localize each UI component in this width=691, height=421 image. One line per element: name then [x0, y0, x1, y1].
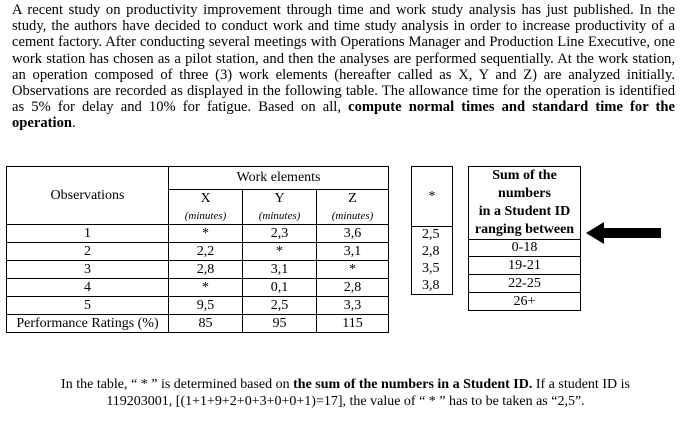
table-row	[7, 279, 389, 297]
rating-z: 115	[317, 315, 389, 333]
z-cell: *	[317, 261, 389, 279]
range-value: 22-25	[469, 275, 581, 293]
star-header: *	[412, 167, 453, 227]
x-cell: *	[169, 225, 243, 243]
left-arrow-icon	[586, 222, 662, 244]
obs-cell: 4	[7, 279, 169, 297]
star-value: 3,5	[412, 260, 453, 277]
y-cell: 2,5	[243, 297, 317, 315]
observations-header: Observations	[7, 167, 169, 225]
range-value: 0-18	[469, 240, 581, 257]
y-cell: 0,1	[243, 279, 317, 297]
ranges-header-line: Sum of the numbers	[492, 168, 557, 201]
table-row	[7, 261, 389, 279]
y-cell: 2,3	[243, 225, 317, 243]
x-cell: 2,8	[169, 261, 243, 279]
star-values-table	[411, 166, 453, 295]
ratings-row	[7, 315, 389, 333]
table-row	[7, 225, 389, 243]
star-value: 2,8	[412, 243, 453, 260]
star-value: 3,8	[412, 277, 453, 295]
z-cell: 3,6	[317, 225, 389, 243]
intro-text: A recent study on productivity improvement through time and work study analysis has just published. In the study, the authors have decided to conduct work and time study analysis in order to increase productivity of a cement factory. After conducting several meetings with Operations Manager and Production Line Executive, one work station has chosen as a pilot station, and then the analyses are performed sequentially. At the work station, an operation composed of three (3) work elements (hereafter called as X, Y and Z) are analyzed initially. Observations are recorded as displayed in the following table. The allowance time for the operation is identified as 5% for delay and 10% for fatigue. Based on all,	[12, 2, 675, 116]
note-text: In the table, “ * ” is determined based on	[61, 377, 294, 392]
obs-cell: 5	[7, 297, 169, 315]
obs-cell: 1	[7, 225, 169, 243]
star-value: 2,5	[412, 227, 453, 244]
ranges-header-line: in a Student ID	[478, 204, 571, 219]
intro-end: .	[72, 115, 76, 132]
x-cell: 9,5	[169, 297, 243, 315]
obs-cell: 2	[7, 243, 169, 261]
note-bold: the sum of the numbers in a Student ID.	[293, 377, 533, 392]
rating-y: 95	[243, 315, 317, 333]
table-row	[7, 243, 389, 261]
range-value: 26+	[469, 293, 581, 311]
rating-x: 85	[169, 315, 243, 333]
z-cell: 2,8	[317, 279, 389, 297]
y-cell: *	[243, 243, 317, 261]
note-example: 119203001, [(1+1+9+2+0+3+0+0+1)=17], the value of “ * ” has to be taken as “2,5”.	[106, 394, 585, 409]
y-cell: 3,1	[243, 261, 317, 279]
note-text-end: If a student ID is	[532, 377, 630, 392]
obs-cell: 3	[7, 261, 169, 279]
unit-y: (minutes)	[243, 207, 317, 225]
work-elements-header: Work elements	[169, 167, 389, 190]
table-row	[7, 297, 389, 315]
col-header-z: Z	[317, 190, 389, 208]
z-cell: 3,1	[317, 243, 389, 261]
unit-x: (minutes)	[169, 207, 243, 225]
x-cell: *	[169, 279, 243, 297]
student-id-note	[0, 376, 691, 410]
col-header-x: X	[169, 190, 243, 208]
problem-statement	[12, 2, 675, 132]
col-header-y: Y	[243, 190, 317, 208]
ranges-header-line: ranging between	[474, 222, 575, 237]
x-cell: 2,2	[169, 243, 243, 261]
z-cell: 3,3	[317, 297, 389, 315]
range-value: 19-21	[469, 257, 581, 275]
observations-table	[6, 166, 389, 333]
intro-bold-task: compute normal times and standard time for the operation	[12, 99, 675, 132]
ratings-label: Performance Ratings (%)	[7, 315, 169, 333]
student-id-ranges-table	[468, 166, 581, 311]
unit-z: (minutes)	[317, 207, 389, 225]
ranges-header	[469, 167, 581, 240]
